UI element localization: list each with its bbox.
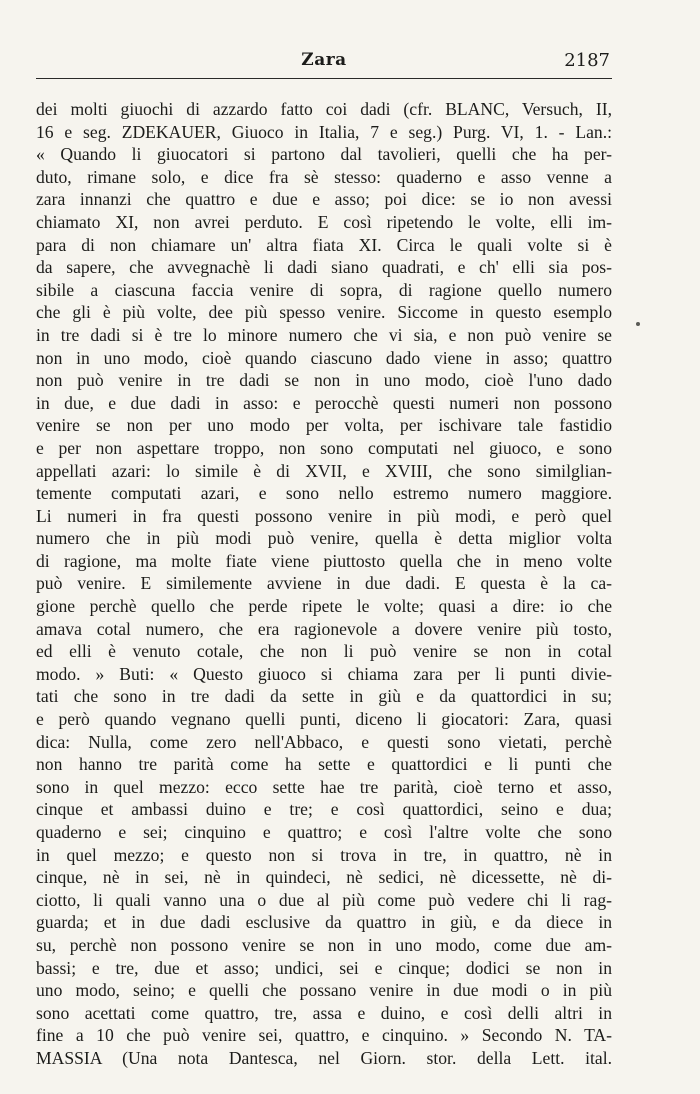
text-line: amava cotal numero, che era ragionevole a dovere venire più tosto, (36, 618, 612, 639)
text-line: appellati azari: lo simile è di XVII, e XVIII, che sono similglian- (36, 460, 612, 481)
body-text (36, 98, 612, 1070)
text-line: cinque, nè in sei, nè in quindeci, nè sedici, nè dicessette, nè di- (36, 867, 612, 888)
text-line: non hanno tre parità come ha sette e quattordici e li punti che (36, 754, 612, 775)
text-line: numero che in più modi può venire, quella è detta miglior volta (36, 528, 612, 549)
margin-dot (636, 322, 640, 326)
book-page (36, 0, 612, 1094)
text-line: ciotto, li quali vanno una o due al più come può vedere chi li rag- (36, 889, 612, 910)
text-line: ed elli è venuto cotale, che non li può venire se non in cotal (36, 641, 612, 662)
text-line: para di non chiamare un' altra fiata XI. Circa le quali volte si è (36, 234, 612, 255)
text-line: gione perchè quello che perde ripete le volte; quasi a dire: io che (36, 596, 612, 617)
text-line: e però quando vegnano quelli punti, diceno li giocatori: Zara, quasi (36, 709, 612, 730)
running-header (36, 50, 612, 79)
text-line: in due, e due dadi in asso: e perocchè questi numeri non possono (36, 392, 612, 413)
text-line: « Quando li giuocatori si partono dal tavolieri, quelli che ha per- (36, 144, 612, 165)
text-line: da sapere, che avvegnachè li dadi siano quadrati, e ch' elli sia pos- (36, 257, 612, 278)
text-line: MASSIA (Una nota Dantesca, nel Giorn. stor. della Lett. ital. (36, 1047, 612, 1068)
text-line: sono acettati come quattro, tre, assa e duino, e così delli altri in (36, 1002, 612, 1023)
page-number: 2187 (564, 50, 610, 71)
text-line: che gli è più volte, dee più spesso venire. Siccome in questo esemplo (36, 302, 612, 323)
text-line: temente computati azari, e sono nello estremo numero maggiore. (36, 483, 612, 504)
text-line: 16 e seg. ZDEKAUER, Giuoco in Italia, 7 e seg.) Purg. VI, 1. - Lan.: (36, 121, 612, 142)
text-line: può venire. E similemente avviene in due dadi. E questa è la ca- (36, 573, 612, 594)
text-line: dica: Nulla, come zero nell'Abbaco, e questi sono vietati, perchè (36, 731, 612, 752)
text-line: su, perchè non possono venire se non in uno modo, come due am- (36, 934, 612, 955)
text-line: dei molti giuochi di azzardo fatto coi dadi (cfr. BLANC, Versuch, II, (36, 99, 612, 119)
text-line: quaderno e sei; cinquino e quattro; e così l'altre volte che sono (36, 822, 612, 842)
text-line: non può venire in tre dadi se non in uno modo, cioè l'uno dado (36, 370, 612, 391)
text-line: duto, rimane solo, e dice fra sè stesso: quaderno e asso venne a (36, 166, 612, 187)
text-line: chiamato XI, non avrei perduto. E così ripetendo le volte, elli im- (36, 211, 612, 232)
text-line: non in uno modo, cioè quando ciascuno dado viene in asso; quattro (36, 347, 612, 368)
text-line: in quel mezzo; e questo non si trova in tre, in quattro, nè in (36, 844, 612, 865)
text-line: in tre dadi si è tre lo minore numero che vi sia, e non può venire se (36, 324, 612, 345)
text-line: venire se non per uno modo per volta, per ischivare tale fastidio (36, 415, 612, 436)
text-line: uno modo, seino; e quelli che possano venire in due modi o in più (36, 980, 612, 1001)
text-line: Li numeri in fra questi possono venire in più modi, e però quel (36, 505, 612, 526)
text-line: zara innanzi che quattro e due e asso; poi dice: se io non avessi (36, 189, 612, 210)
page-title: Zara (301, 50, 347, 70)
text-line: fine a 10 che può venire sei, quattro, e cinquino. » Secondo N. TA- (36, 1025, 612, 1046)
text-line: cinque et ambassi duino e tre; e così quattordici, seino e dua; (36, 799, 612, 820)
text-line: guarda; et in due dadi esclusive da quattro in giù, e da diece in (36, 912, 612, 933)
text-line: sibile a ciascuna faccia venire di sopra, di ragione quello numero (36, 279, 612, 300)
text-line: tati che sono in tre dadi da sette in giù e da quattordici in su; (36, 686, 612, 707)
text-line: di ragione, ma molte fiate viene piuttosto quella che in meno volte (36, 550, 612, 571)
text-line: e per non aspettare troppo, non sono computati nel giuoco, e sono (36, 437, 612, 458)
text-line: bassi; e tre, due et asso; undici, sei e cinque; dodici se non in (36, 957, 612, 978)
text-line: modo. » Buti: « Questo giuoco si chiama zara per li punti divie- (36, 663, 612, 684)
text-line: sono in quel mezzo: ecco sette hae tre parità, cioè terno et asso, (36, 776, 612, 797)
